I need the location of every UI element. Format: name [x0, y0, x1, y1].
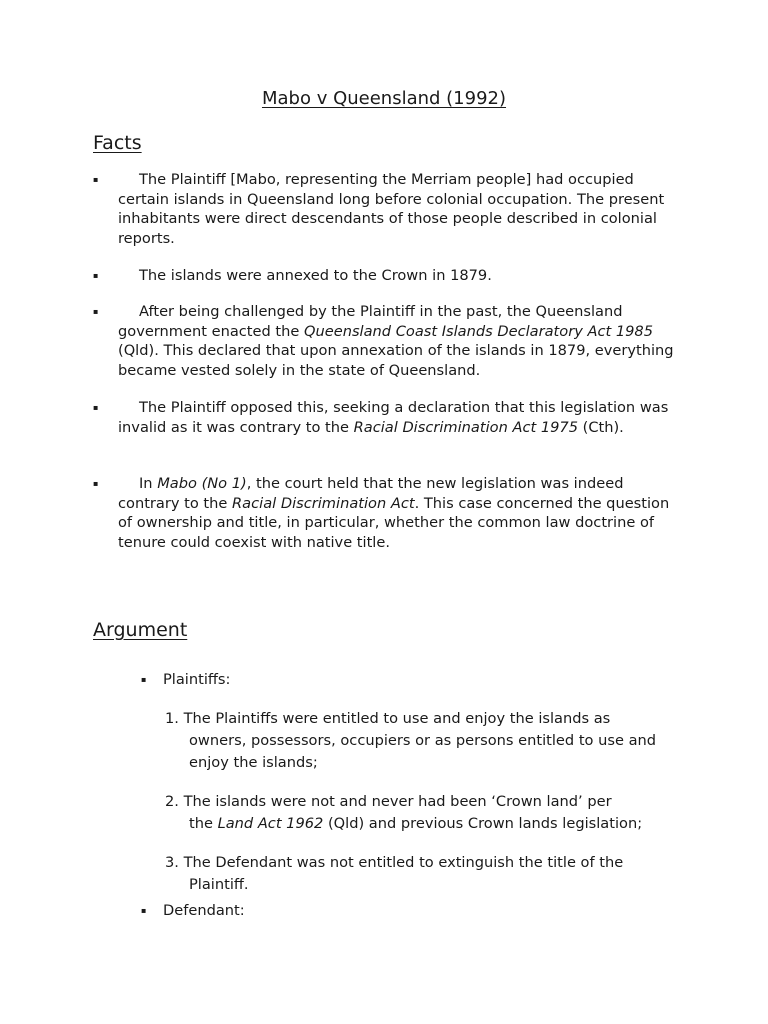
act-title: Racial Discrimination Act 1975 [353, 418, 578, 436]
case-title: Mabo (No 1) [157, 475, 247, 492]
bullet-icon: ▪ [93, 175, 99, 184]
plaintiffs-label: Plaintiffs: [163, 671, 231, 688]
fact-item [93, 302, 683, 380]
bullet-icon: ▪ [141, 675, 147, 684]
bullet-icon: ▪ [141, 906, 147, 915]
act-title: Queensland Coast Islands Declaratory Act 1985 [304, 322, 653, 340]
bullet-icon: ▪ [93, 307, 99, 316]
argument-heading: Argument [93, 619, 188, 641]
defendant-label: Defendant: [163, 902, 245, 919]
bullet-icon: ▪ [93, 271, 99, 280]
act-title: Land Act 1962 [217, 815, 324, 832]
facts-heading: Facts [93, 132, 142, 154]
plaintiff-point: 1. The Plaintiffs were entitled to use and enjoy the islands as owners, possessors, occupiers or as persons entitled to use and enjoy the islands; [165, 710, 657, 771]
fact-item [93, 398, 683, 437]
bullet-icon: ▪ [93, 479, 99, 488]
fact-text: The islands were annexed to the Crown in 1879. [139, 267, 492, 284]
act-title: Racial Discrimination Act [232, 494, 415, 512]
fact-item [93, 474, 683, 552]
bullet-icon: ▪ [93, 403, 99, 412]
fact-text: The Plaintiff opposed this, seeking a declaration that this legislation was invalid as it was contrary to the Racial Discrimination Act 1975 (Cth). [118, 399, 669, 436]
plaintiff-point: 3. The Defendant was not entitled to extinguish the title of the Plaintiff. [165, 854, 624, 893]
plaintiff-point: 2. The islands were not and never had been ‘Crown land’ per the Land Act 1962 (Qld) and previous Crown lands legislation; [165, 793, 643, 832]
fact-text: In Mabo (No 1), the court held that the new legislation was indeed contrary to the Racial Discrimination Act. This case concerned the question of ownership and title, in particular, whether the common law doctrine of tenure could coexist with native title. [118, 475, 670, 551]
fact-item [93, 266, 683, 286]
fact-item [93, 170, 683, 248]
defendant-item [141, 901, 245, 921]
fact-text: The Plaintiff [Mabo, representing the Merriam people] had occupied certain islands in Queensland long before colonial occupation. The present inhabitants were direct descendants of those people described in colonial reports. [118, 171, 665, 247]
plaintiffs-item [141, 670, 230, 690]
fact-text: After being challenged by the Plaintiff in the past, the Queensland government enacted the Queensland Coast Islands Declaratory Act 1985 (Qld). This declared that upon annexation of the islands in 1879, everything became vested solely in the state of Queensland. [118, 303, 674, 379]
document-title: Mabo v Queensland (1992) [261, 88, 507, 109]
